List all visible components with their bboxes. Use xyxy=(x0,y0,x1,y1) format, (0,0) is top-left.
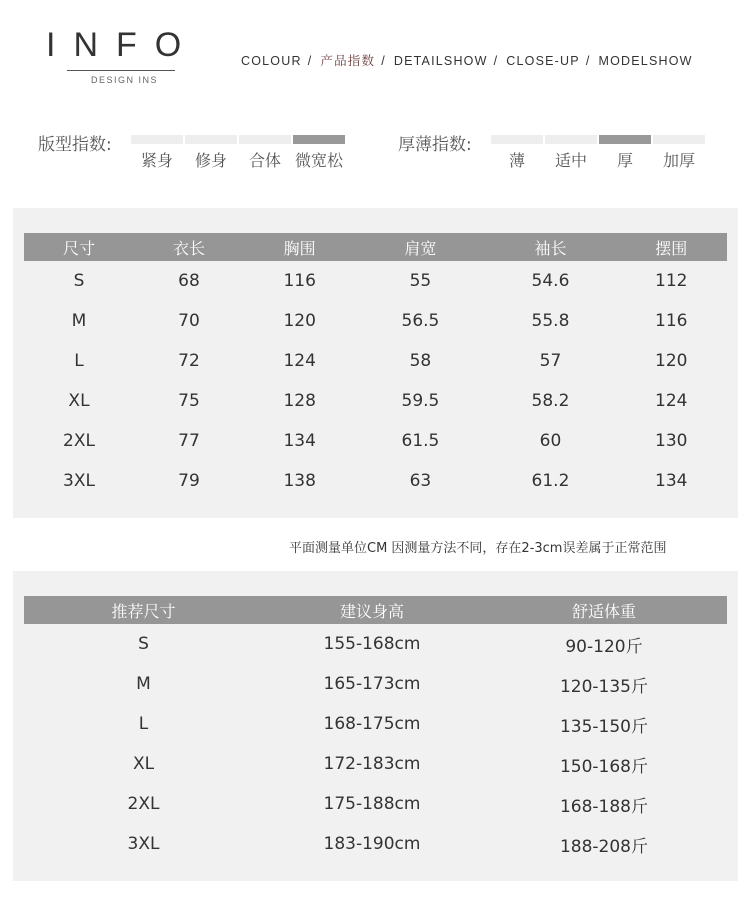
size-cell: 128 xyxy=(283,391,316,411)
recommend-cell: 120-135斤 xyxy=(559,676,648,697)
size-cell: 79 xyxy=(178,471,200,491)
recommend-header-cell: 建议身高 xyxy=(263,596,481,624)
fit-option-bar xyxy=(131,135,183,144)
size-cell: 55 xyxy=(409,271,432,291)
size-cell: 55.8 xyxy=(531,311,570,331)
size-cell: 58 xyxy=(409,351,432,371)
size-cell: 60 xyxy=(539,431,562,451)
recommend-cell: 165-173cm xyxy=(323,674,421,694)
title-underline xyxy=(67,70,175,71)
recommend-cell: L xyxy=(138,714,149,734)
nav-separator: / xyxy=(381,54,386,68)
fit-option-label: 微宽松 xyxy=(294,151,343,170)
thickness-option-bar xyxy=(545,135,597,144)
size-cell: 59.5 xyxy=(401,391,440,411)
size-cell: XL xyxy=(68,391,90,411)
thickness-option-bar xyxy=(599,135,651,144)
nav-separator: / xyxy=(307,54,313,68)
size-cell: 2XL xyxy=(63,431,95,451)
size-cell: 54.6 xyxy=(531,271,570,291)
size-header-cell: 袖长 xyxy=(485,233,615,261)
thickness-option-label: 加厚 xyxy=(662,151,695,170)
table-row xyxy=(24,744,727,784)
recommend-cell: 168-175cm xyxy=(323,714,421,734)
table-row xyxy=(24,624,727,664)
recommend-cell: 172-183cm xyxy=(323,754,421,774)
size-table-header-row xyxy=(24,233,727,261)
size-cell: L xyxy=(74,351,84,371)
fit-option-bar xyxy=(293,135,345,144)
nav-item-product-index[interactable]: 产品指数 xyxy=(320,54,376,68)
recommend-cell: 155-168cm xyxy=(323,634,421,654)
fit-option-bar xyxy=(239,135,291,144)
recommend-cell: 3XL xyxy=(127,834,160,854)
recommend-table-header-row xyxy=(24,596,727,624)
thickness-option-label: 厚 xyxy=(616,151,633,170)
recommend-cell: 2XL xyxy=(127,794,160,814)
table-row xyxy=(24,381,727,421)
size-cell: 70 xyxy=(178,311,200,331)
size-header-cell: 尺寸 xyxy=(24,233,134,261)
size-cell: 120 xyxy=(655,351,688,371)
fit-option xyxy=(293,135,345,171)
recommend-table xyxy=(24,596,727,864)
recommend-cell: XL xyxy=(132,754,155,774)
thickness-option-label: 薄 xyxy=(508,151,525,170)
size-header-cell: 衣长 xyxy=(134,233,244,261)
size-table xyxy=(24,233,727,501)
recommend-cell: 188-208斤 xyxy=(559,836,648,857)
size-cell: 124 xyxy=(655,391,688,411)
recommend-header-cell: 推荐尺寸 xyxy=(24,596,263,624)
nav-item-modelshow[interactable]: MODELSHOW xyxy=(598,54,693,68)
size-cell: M xyxy=(71,311,87,331)
table-row xyxy=(24,461,727,501)
section-nav xyxy=(241,51,693,69)
nav-item-colour[interactable]: COLOUR xyxy=(241,54,302,68)
recommend-header-cell: 舒适体重 xyxy=(481,596,727,624)
size-cell: 124 xyxy=(283,351,316,371)
size-cell: 138 xyxy=(283,471,316,491)
size-header-cell: 肩宽 xyxy=(355,233,485,261)
table-row xyxy=(24,704,727,744)
recommend-cell: M xyxy=(136,674,151,694)
fit-option-label: 修身 xyxy=(194,151,227,170)
size-cell: 58.2 xyxy=(531,391,570,411)
size-header-cell: 胸围 xyxy=(244,233,355,261)
table-row xyxy=(24,421,727,461)
thickness-option xyxy=(491,135,543,171)
nav-item-detailshow[interactable]: DETAILSHOW xyxy=(393,54,488,68)
size-cell: 61.5 xyxy=(401,431,440,451)
nav-item-closeup[interactable]: CLOSE-UP xyxy=(506,54,580,68)
info-subtitle: DESIGN INS xyxy=(91,75,159,85)
size-cell: 134 xyxy=(655,471,688,491)
size-cell: 120 xyxy=(283,311,316,331)
thickness-option-bar xyxy=(491,135,543,144)
table-row xyxy=(24,301,727,341)
thickness-option-label: 适中 xyxy=(554,151,587,170)
nav-separator: / xyxy=(493,54,499,68)
recommend-cell: 90-120斤 xyxy=(565,636,643,657)
fit-option-label: 紧身 xyxy=(140,151,173,170)
fit-option xyxy=(185,135,237,171)
recommend-cell: S xyxy=(138,634,149,654)
size-cell: 57 xyxy=(539,351,562,371)
size-table-panel xyxy=(13,208,738,518)
thickness-index-label: 厚薄指数: xyxy=(398,135,472,155)
fit-option-bar xyxy=(185,135,237,144)
size-cell: 56.5 xyxy=(401,311,440,331)
thickness-option-bar xyxy=(653,135,705,144)
size-header-cell: 摆围 xyxy=(616,233,728,261)
fit-option-label: 合体 xyxy=(248,151,281,170)
size-cell: 3XL xyxy=(63,471,95,491)
thickness-index-scale xyxy=(491,135,707,171)
table-row xyxy=(24,824,727,864)
table-row xyxy=(24,261,727,301)
table-row xyxy=(24,664,727,704)
size-cell: 130 xyxy=(655,431,688,451)
measurement-note: 平面测量单位CM 因测量方法不同，存在2-3cm误差属于正常范围 xyxy=(289,541,667,556)
size-cell: 116 xyxy=(655,311,688,331)
size-cell: 61.2 xyxy=(531,471,570,491)
size-cell: 116 xyxy=(283,271,316,291)
fit-option xyxy=(239,135,291,171)
thickness-option xyxy=(653,135,705,171)
recommend-cell: 175-188cm xyxy=(323,794,421,814)
recommend-cell: 135-150斤 xyxy=(559,716,648,737)
size-cell: 77 xyxy=(178,431,200,451)
table-row xyxy=(24,341,727,381)
thickness-option xyxy=(599,135,651,171)
size-cell: 63 xyxy=(409,471,432,491)
page-header xyxy=(0,0,750,100)
info-title: INFO xyxy=(46,26,200,64)
fit-index-scale xyxy=(131,135,347,171)
size-cell: 134 xyxy=(283,431,316,451)
recommend-table-panel xyxy=(13,571,738,881)
recommend-cell: 183-190cm xyxy=(323,834,421,854)
recommend-cell: 150-168斤 xyxy=(559,756,648,777)
nav-separator: / xyxy=(585,54,591,68)
recommend-cell: 168-188斤 xyxy=(559,796,648,817)
size-cell: 112 xyxy=(655,271,688,291)
size-cell: S xyxy=(73,271,85,291)
size-cell: 75 xyxy=(178,391,200,411)
size-cell: 72 xyxy=(178,351,200,371)
fit-index-label: 版型指数: xyxy=(38,135,112,155)
fit-option xyxy=(131,135,183,171)
thickness-option xyxy=(545,135,597,171)
table-row xyxy=(24,784,727,824)
size-cell: 68 xyxy=(178,271,200,291)
